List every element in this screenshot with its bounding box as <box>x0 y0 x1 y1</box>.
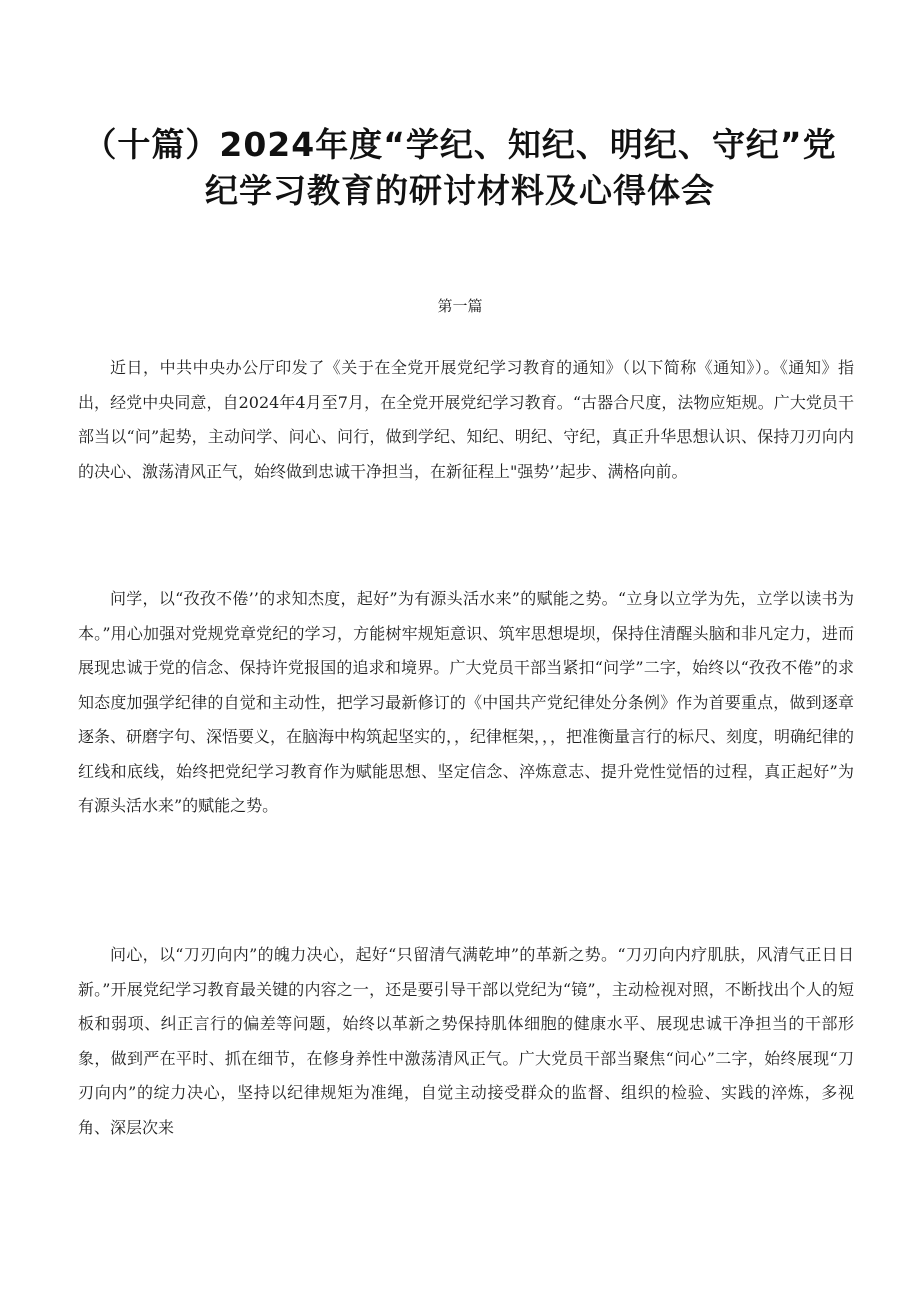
body-paragraph-3: 问心，以“刀刃向内”的魄力决心，起好“只留清气满乾坤”的革新之势。“刀刃向内疗肌肤，风清气正日日新。”开展党纪学习教育最关键的内容之一，还是要引导干部以党纪为“镜”，主动检视对照，不断找出个人的短板和弱项、纠正言行的偏差等问题，始终以革新之势保持肌体细胞的健康水平、展现忠诚干净担当的干部形象，做到严在平时、抓在细节，在修身养性中激荡清风正气。广大党员干部当聚焦“问心”二字，始终展现“刀刃向内”的绽力决心，坚持以纪律规矩为准绳，自觉主动接受群众的监督、组织的检验、实践的淬炼，多视角、深层次来 <box>78 945 854 1137</box>
body-paragraph-2: 问学，以“孜孜不倦’’的求知杰度，起好”为有源头活水来”的赋能之势。“立身以立学为先，立学以读书为本。”用心加强对党规党章党纪的学习，方能树牢规矩意识、筑牢思想堤坝，保持住清醒头脑和非凡定力，进而展现忠诚于党的信念、保持许党报国的追求和境界。广大党员干部当紧扣“问学”二字，始终以“孜孜不倦”的求知态度加强学纪律的自觉和主动性，把学习最新修订的《中国共产党纪律处分条例》作为首要重点，做到逐章逐条、研磨字句、深悟要义，在脑海中构筑起坚实的，，纪律框架，，，把准衡量言行的标尺、刻度，明确纪律的红线和底线，始终把党纪学习教育作为赋能思想、坚定信念、淬炼意志、提升党性觉悟的过程，真正起好”为有源头活水来”的赋能之势。 <box>78 589 855 815</box>
document-title-line-1: （十篇）2024年度“学纪、知纪、明纪、守纪”党 <box>83 125 837 164</box>
section-heading: 第一篇 <box>437 297 483 315</box>
document-title-line-2: 纪学习教育的研讨材料及心得体会 <box>205 171 715 210</box>
body-paragraph-1: 近日，中共中央办公厅印发了《关于在全党开展党纪学习教育的通知》（以下简称《通知》）。《通知》指出，经党中央同意，自2024年4月至7月，在全党开展党纪学习教育。“古器合尺度，法物应矩规。广大党员干部当以“问”起势，主动问学、问心、问行，做到学纪、知纪、明纪、守纪，真正升华思想认识、保持刀刃向内的决心、激荡清风正气，始终做到忠诚干净担当，在新征程上"强势’’起步、满格向前。 <box>78 358 854 481</box>
